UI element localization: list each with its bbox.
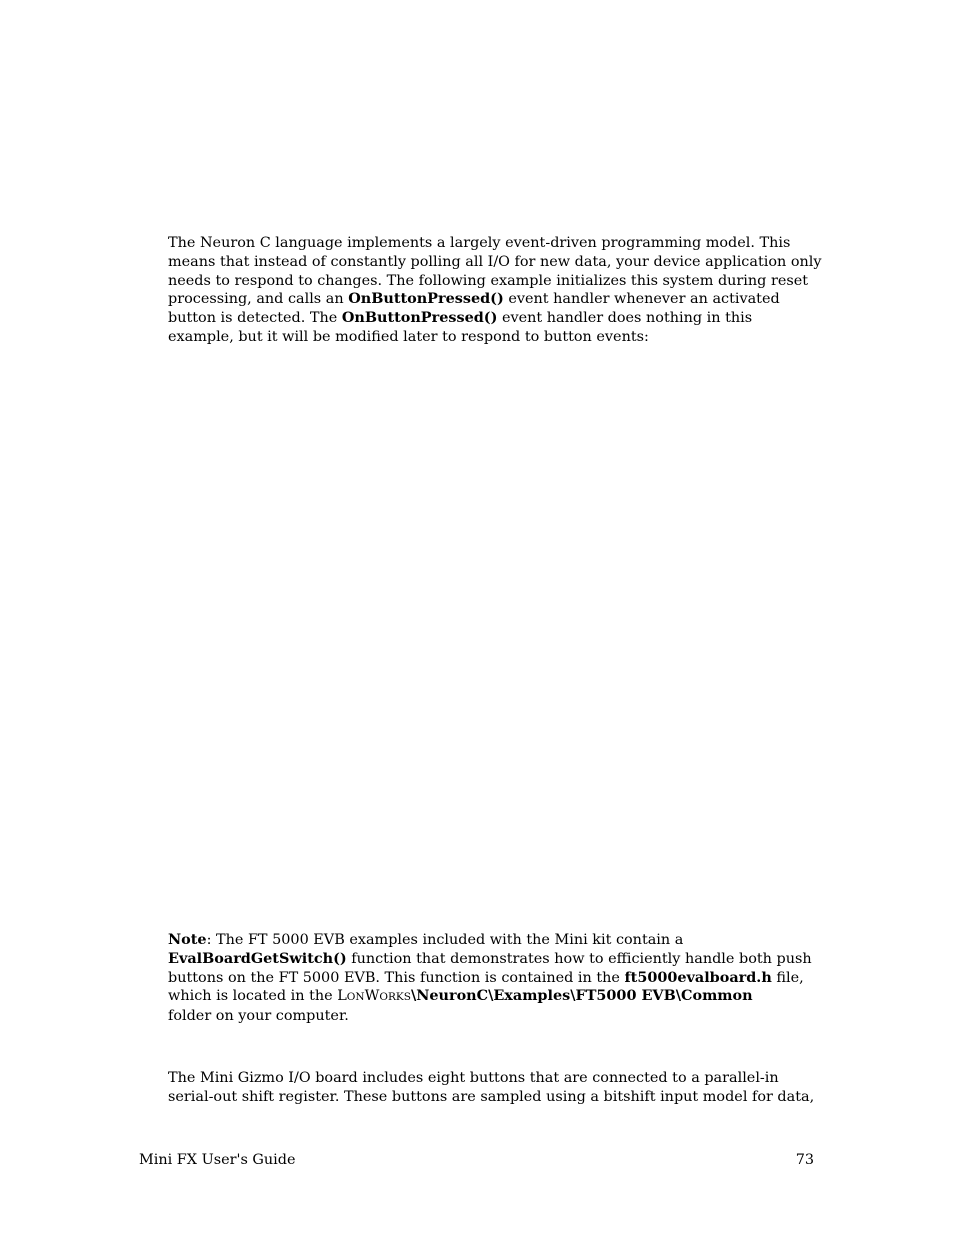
note-line-4 (168, 987, 818, 1007)
intro-line-1: The Neuron C language implements a largely event-driven programming model. This (168, 235, 791, 251)
note-line-1 (168, 931, 818, 950)
note-label: Note (168, 931, 207, 948)
gizmo-line-2: serial-out shift register. These buttons are sampled using a bitshift input model for data, (168, 1088, 815, 1105)
intro-line-2: means that instead of constantly polling all I/O for new data, your device application only (168, 253, 822, 270)
header-file-name: ft5000evalboard.h (624, 968, 772, 986)
note-line-3 (168, 969, 818, 988)
intro-line-5-text: button is detected. The (168, 310, 342, 327)
note-line-1-text: : The FT 5000 EVB examples included with the Mini kit contain a (206, 932, 684, 948)
gizmo-paragraph (168, 1069, 818, 1107)
note-line-2 (168, 950, 818, 969)
intro-line-5-text-end: event handler does nothing in this (497, 310, 753, 327)
folder-path: \NeuronC\Examples\FT5000 EVB\Common (410, 987, 753, 1005)
lonworks-letter-w: W (364, 988, 380, 1005)
intro-paragraph (168, 234, 822, 347)
note-line-4-text: which is located in the (168, 988, 338, 1005)
note-line-2-text: function that demonstrates how to efficiently handle both push (346, 950, 812, 967)
gizmo-line-1: The Mini Gizmo I/O board includes eight buttons that are connected to a parallel-in (168, 1070, 779, 1086)
lonworks-letters-orks: ORKS (379, 991, 411, 1004)
intro-line-5 (168, 309, 818, 328)
note-paragraph (168, 931, 818, 1026)
footer-page-number: 73 (795, 1152, 814, 1168)
intro-line-4-text-end: event handler whenever an activated (503, 291, 780, 308)
footer-guide-title: Mini FX User's Guide (139, 1152, 296, 1168)
evalboardgetswitch-function-name: EvalBoardGetSwitch() (168, 949, 347, 967)
note-line-3-text: buttons on the FT 5000 EVB. This function is contained in the (168, 969, 625, 986)
intro-line-3: needs to respond to changes. The following example initializes this system during reset (168, 272, 809, 289)
note-line-3-text-end: file, (771, 969, 804, 986)
intro-line-4 (168, 290, 818, 309)
onbuttonpressed-function-name-2: OnButtonPressed() (341, 309, 498, 327)
lonworks-letters-on: ON (346, 991, 365, 1004)
onbuttonpressed-function-name: OnButtonPressed() (348, 290, 504, 308)
note-line-5: folder on your computer. (168, 1008, 349, 1025)
intro-line-4-text: processing, and calls an (168, 291, 349, 308)
lonworks-letter-l: L (337, 988, 347, 1005)
lonworks-brand (337, 988, 411, 1004)
intro-line-6: example, but it will be modified later to respond to button events: (168, 328, 649, 345)
